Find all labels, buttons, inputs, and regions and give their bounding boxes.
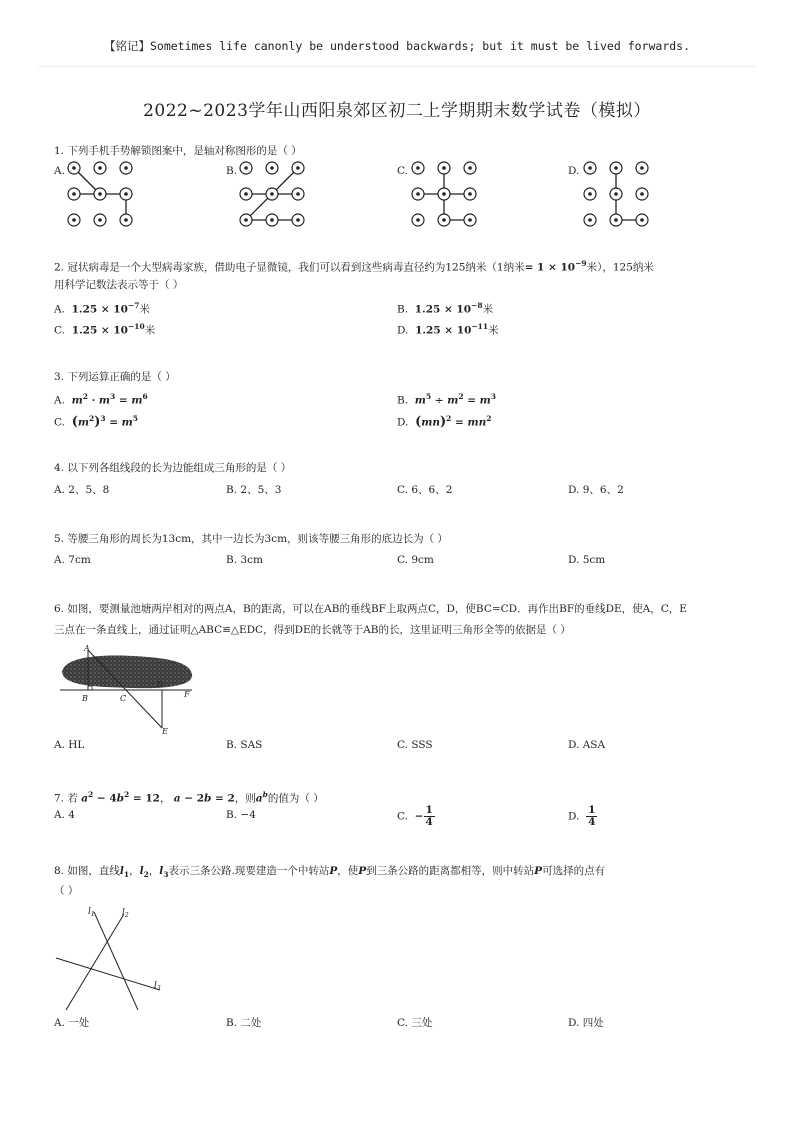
q7-option-c: C. − $\frac{1}{4}$ bbox=[397, 804, 433, 828]
q7-stem: 7. 若 $a^2 - 4b^2 = 12$， a − 2b = 2，则$a^b$的值为（ ） bbox=[54, 790, 324, 805]
line-l1-label: $l_1$ bbox=[88, 907, 95, 918]
pattern-dot-center bbox=[296, 166, 300, 170]
pattern-dot-center bbox=[72, 166, 76, 170]
pattern-dot-center bbox=[124, 192, 128, 196]
pattern-dot-center bbox=[588, 166, 592, 170]
point-d-label: D bbox=[157, 680, 164, 689]
q6-option-d: D. ASA bbox=[568, 739, 606, 751]
pattern-dot-center bbox=[124, 166, 128, 170]
q1-label-b: B. bbox=[226, 165, 238, 177]
q5-option-b: B. 3cm bbox=[226, 554, 263, 566]
pattern-dot-center bbox=[442, 218, 446, 222]
pattern-dot-center bbox=[270, 218, 274, 222]
q1-label-c: C. bbox=[397, 165, 408, 177]
q3-stem: 3. 下列运算正确的是（ ） bbox=[54, 371, 176, 383]
q5-option-c: C. 9cm bbox=[397, 554, 434, 566]
header-divider bbox=[38, 66, 756, 67]
q2-option-d: D. $1.25 \times 10^{-11}$米 bbox=[397, 322, 499, 337]
pattern-dot-center bbox=[296, 218, 300, 222]
q1-label-d: D. bbox=[568, 165, 580, 177]
pattern-dot-center bbox=[416, 166, 420, 170]
pattern-dot-center bbox=[640, 218, 644, 222]
q5-stem: 5. 等腰三角形的周长为13cm，其中一边长为3cm，则该等腰三角形的底边长为（ ） bbox=[54, 533, 448, 545]
pattern-dot-center bbox=[124, 218, 128, 222]
pattern-dot-center bbox=[296, 192, 300, 196]
pattern-dot-center bbox=[270, 192, 274, 196]
q8-option-c: C. 三处 bbox=[397, 1017, 433, 1029]
q1-stem: 1. 下列手机手势解锁图案中，是轴对称图形的是（ ） bbox=[54, 145, 302, 157]
line-l3-label: $l_3$ bbox=[154, 981, 161, 992]
q4-option-d: D. 9、6、2 bbox=[568, 484, 624, 496]
pattern-dot-center bbox=[270, 166, 274, 170]
point-f-label: F bbox=[184, 690, 190, 699]
q5-option-a: A. 7cm bbox=[54, 554, 91, 566]
pattern-dot-center bbox=[640, 166, 644, 170]
line-l2-label: $l_2$ bbox=[122, 908, 129, 919]
pattern-dot-center bbox=[588, 218, 592, 222]
q3-option-c: C. $(m^2)^3 = m^5$ bbox=[54, 414, 139, 430]
q7-option-b: B. −4 bbox=[226, 809, 256, 821]
point-b-label: B bbox=[82, 694, 88, 703]
q8-stem: 8. 如图，直线$l_1$，$l_2$，$l_3$表示三条公路.现要建造一个中转站P，使P到三条公路的距离都相等，则中转站P可选择的点有 bbox=[54, 865, 606, 880]
q8-lines-figure bbox=[54, 900, 174, 1015]
motto-banner: 【铭记】Sometimes life canonly be understood backwards; but it must be lived forwards. bbox=[103, 39, 691, 53]
q2-option-b: B. $1.25 \times 10^{-8}$米 bbox=[397, 301, 494, 316]
q3-option-d: D. $(mn)^2 = mn^2$ bbox=[397, 414, 492, 430]
q8-stem-line2: （ ） bbox=[54, 885, 79, 897]
pattern-dot-center bbox=[416, 192, 420, 196]
q8-option-a: A. 一处 bbox=[54, 1017, 90, 1029]
q1-label-a: A. bbox=[54, 165, 65, 177]
exam-title: 2022~2023学年山西阳泉郊区初二上学期期末数学试卷（模拟） bbox=[143, 101, 651, 121]
pattern-dot-center bbox=[98, 192, 102, 196]
q6-stem-line2: 三点在一条直线上，通过证明△ABC≌△EDC，得到DE的长就等于AB的长，这里证明三角形全等的依据是（ ） bbox=[54, 624, 571, 636]
pattern-dot-center bbox=[98, 166, 102, 170]
q3-option-a: A. $m^2 \cdot m^3 = m^6$ bbox=[54, 392, 148, 407]
q2-stem: 2. 冠状病毒是一个大型病毒家族，借助电子显微镜，我们可以看到这些病毒直径约为125纳米（1纳米= $1 \times 10^{-9}$米），125纳米 bbox=[54, 259, 654, 274]
q4-option-c: C. 6、6、2 bbox=[397, 484, 453, 496]
q8-option-d: D. 四处 bbox=[568, 1017, 604, 1029]
pattern-dot-center bbox=[244, 166, 248, 170]
pattern-dot-center bbox=[468, 166, 472, 170]
q7-option-a: A. 4 bbox=[54, 809, 75, 821]
point-e-label: E bbox=[162, 727, 168, 736]
q6-option-c: C. SSS bbox=[397, 739, 433, 751]
q6-option-b: B. SAS bbox=[226, 739, 263, 751]
pattern-dot-center bbox=[614, 192, 618, 196]
pattern-dot-center bbox=[244, 192, 248, 196]
pattern-dot-center bbox=[468, 218, 472, 222]
pattern-dot-center bbox=[72, 192, 76, 196]
pattern-dot-center bbox=[614, 166, 618, 170]
q5-option-d: D. 5cm bbox=[568, 554, 606, 566]
q1-pattern-d bbox=[580, 160, 660, 230]
q1-pattern-b bbox=[236, 160, 316, 230]
pattern-dot-center bbox=[442, 192, 446, 196]
pattern-dot-center bbox=[640, 192, 644, 196]
q1-pattern-c bbox=[408, 160, 488, 230]
pattern-dot-center bbox=[244, 218, 248, 222]
q4-stem: 4. 以下列各组线段的长为边能组成三角形的是（ ） bbox=[54, 462, 292, 474]
q3-option-b: B. $m^5 \div m^2 = m^3$ bbox=[397, 392, 496, 407]
q4-option-b: B. 2、5、3 bbox=[226, 484, 282, 496]
q6-pond-figure bbox=[54, 644, 204, 736]
point-c-label: C bbox=[120, 694, 127, 703]
q6-stem-line1: 6. 如图，要测量池塘两岸相对的两点A，B的距离，可以在AB的垂线BF上取两点C，D，使BC=CD．再作出BF的垂线DE，使A，C，E bbox=[54, 603, 687, 615]
pond-shape bbox=[62, 656, 192, 689]
point-a-label: A bbox=[84, 644, 90, 653]
pattern-dot-center bbox=[416, 218, 420, 222]
pattern-dot-center bbox=[614, 218, 618, 222]
pattern-dot-center bbox=[72, 218, 76, 222]
q4-option-a: A. 2、5、8 bbox=[54, 484, 110, 496]
pattern-dot-center bbox=[98, 218, 102, 222]
q2-stem-line2: 用科学记数法表示等于（ ） bbox=[54, 279, 184, 291]
q1-pattern-a bbox=[64, 160, 144, 230]
q6-option-a: A. HL bbox=[54, 739, 85, 751]
q8-option-b: B. 二处 bbox=[226, 1017, 262, 1029]
q2-option-a: A. $1.25 \times 10^{-7}$米 bbox=[54, 301, 150, 316]
pattern-dot-center bbox=[468, 192, 472, 196]
pattern-dot-center bbox=[442, 166, 446, 170]
q7-option-d: D. $\frac{1}{4}$ bbox=[568, 804, 596, 828]
pattern-dot-center bbox=[588, 192, 592, 196]
q2-option-c: C. $1.25 \times 10^{-10}$米 bbox=[54, 322, 156, 337]
